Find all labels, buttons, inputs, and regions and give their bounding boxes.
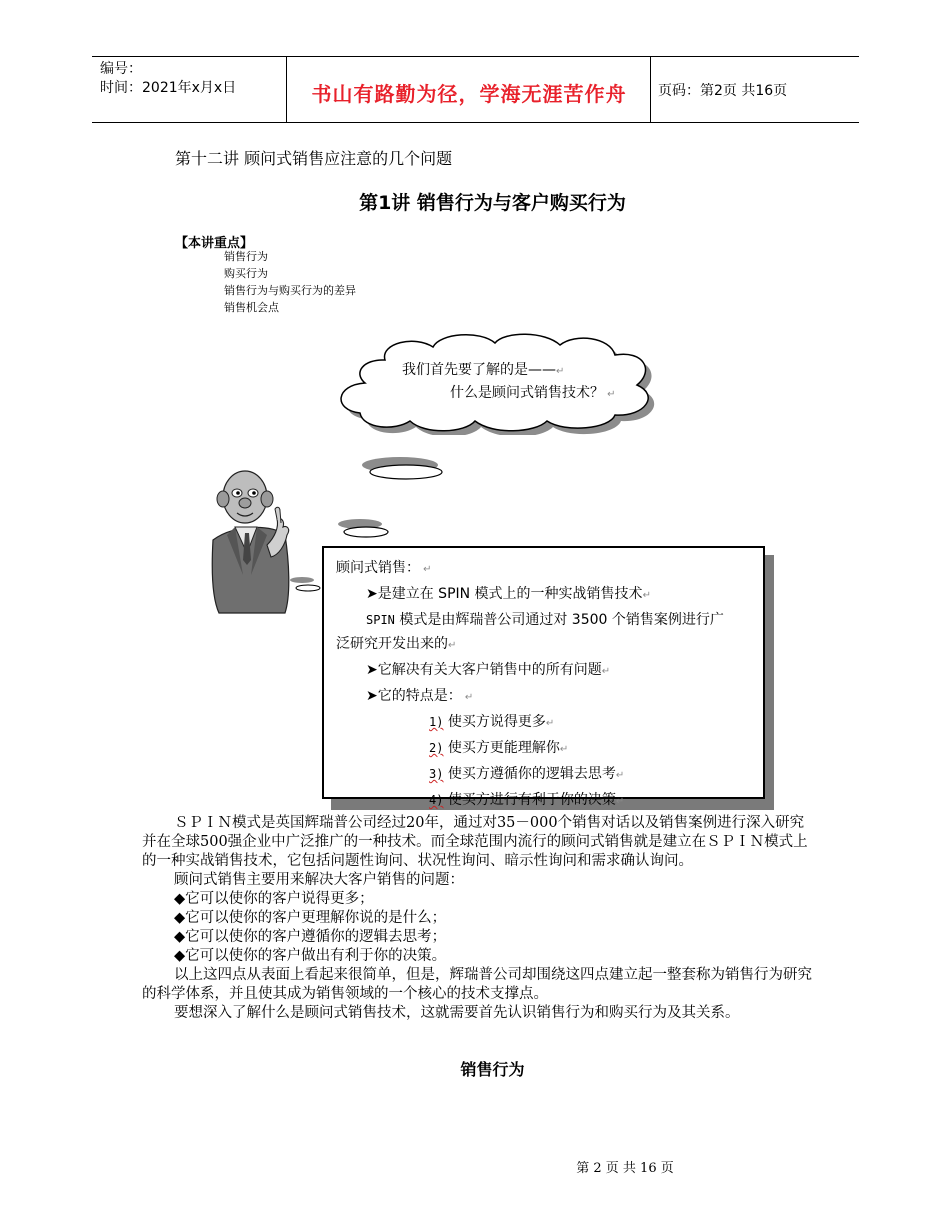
header-number-label: 编号：: [100, 61, 142, 77]
key-points-title: 【本讲重点】: [175, 236, 254, 251]
paragraph: 顾问式销售主要用来解决大客户销售的问题：: [174, 872, 464, 888]
textbox-line: 顾问式销售： ↵: [336, 560, 432, 576]
textbox-line: ➤它的特点是： ↵: [366, 688, 474, 704]
cloud-text-line1: 我们首先要了解的是——↵: [402, 362, 565, 378]
textbox-line: SPIN 模式是由辉瑞普公司通过对 3500 个销售案例进行广: [366, 612, 724, 628]
header-meta: [100, 60, 236, 98]
feature-item: 2) 使买方更能理解你↵: [429, 740, 569, 756]
header-page-info: 页码：第2页 共16页: [658, 83, 788, 99]
feature-item: 4) 使买方进行有利于你的决策↵: [429, 792, 625, 808]
consultative-selling-textbox: [322, 546, 765, 808]
lecture-1-title: 第1讲 销售行为与客户购买行为: [359, 192, 626, 214]
bullet-item: ◆它可以使你的客户遵循你的逻辑去思考；: [174, 929, 447, 945]
header-bottom-border: [92, 122, 859, 123]
key-point-item: 销售机会点: [224, 301, 279, 314]
textbox-line: ➤它解决有关大客户销售中的所有问题↵: [366, 662, 611, 678]
lecture-12-title: 第十二讲 顾问式销售应注意的几个问题: [175, 149, 453, 168]
cartoon-man-icon: [205, 465, 300, 615]
header-divider: [650, 57, 651, 122]
paragraph: 以上这四点从表面上看起来很简单，但是，辉瑞普公司却围绕这四点建立起一整套称为销售行为研究的科学体系，并且使其成为销售领域的一个核心的技术支撑点。: [142, 967, 812, 1002]
key-point-item: 购买行为: [224, 267, 268, 280]
header-divider: [286, 57, 287, 122]
bullet-item: ◆它可以使你的客户更理解你说的是什么；: [174, 910, 447, 926]
header-time-label: 时间：2021年x月x日: [100, 80, 237, 96]
section-title: 销售行为: [460, 1060, 525, 1079]
paragraph: ＳＰＩＮ模式是英国辉瑞普公司经过20年，通过对35－000个销售对话以及销售案例进行深入研究并在全球500强企业中广泛推广的一种技术。而全球范围内流行的顾问式销售就是建立在ＳＰＩＮ模式上的一种实战销售技术，它包括问题性询问、状况性询问、暗示性询问和需求确认询问。: [142, 815, 808, 869]
header-top-border: [92, 56, 859, 57]
thought-cloud: [325, 325, 685, 435]
paragraph: 要想深入了解什么是顾问式销售技术，这就需要首先认识销售行为和购买行为及其关系。: [174, 1005, 740, 1021]
bullet-item: ◆它可以使你的客户说得更多；: [174, 891, 374, 907]
page-footer: 第 2 页 共 16 页: [576, 1161, 674, 1176]
key-point-item: 销售行为: [224, 250, 268, 263]
key-points-list: [224, 248, 356, 316]
key-point-item: 销售行为与购买行为的差异: [224, 284, 356, 297]
body-text: [142, 814, 812, 1023]
bullet-item: ◆它可以使你的客户做出有利于你的决策。: [174, 948, 447, 964]
feature-item: 1) 使买方说得更多↵: [429, 714, 555, 730]
feature-item: 3) 使买方遵循你的逻辑去思考↵: [429, 766, 625, 782]
textbox-line: ➤是建立在 SPIN 模式上的一种实战销售技术↵: [366, 586, 651, 602]
header-motto: 书山有路勤为径，学海无涯苦作舟: [311, 82, 627, 106]
textbox-line: 泛研究开发出来的↵: [336, 636, 457, 652]
cloud-text-line2: 什么是顾问式销售技术？ ↵: [450, 385, 616, 401]
